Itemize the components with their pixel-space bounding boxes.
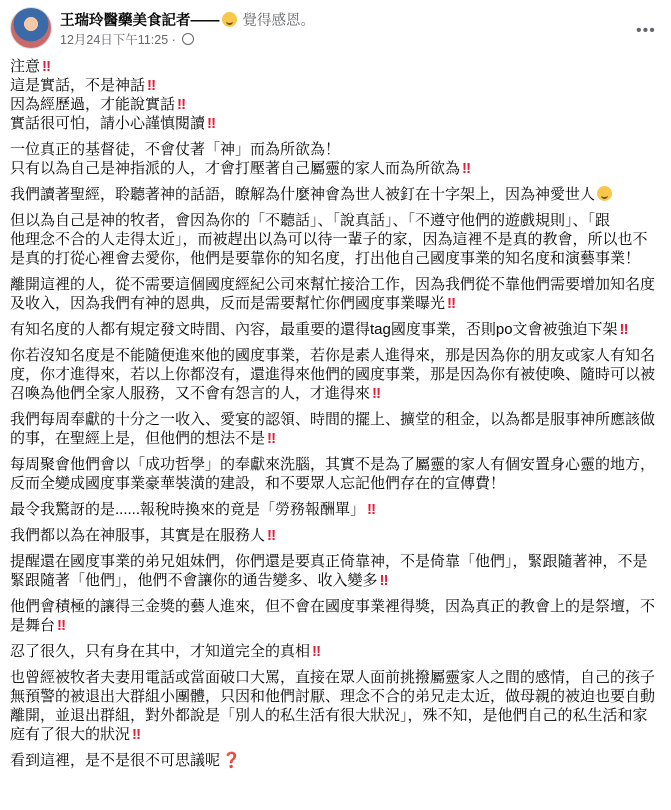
text-line bbox=[10, 275, 665, 294]
text-line bbox=[10, 320, 665, 339]
line-text: 及收入，因為我們有神的恩典，反而是需要幫忙你們國度事業曝光 bbox=[10, 295, 446, 312]
line-text: 召喚為他們全家人服務，又不會有怨言的人，才進得來 bbox=[10, 385, 371, 402]
text-line bbox=[10, 230, 665, 249]
text-line bbox=[10, 76, 665, 95]
post-paragraph bbox=[10, 320, 665, 339]
post-meta bbox=[60, 30, 194, 48]
line-text: 緊跟隨著「他們」，他們不會讓你的通告變多、收入變多 bbox=[10, 572, 378, 589]
line-text: 他理念不合的人走得太近」，而被趕出以為可以待一輩子的家，因為這裡不是真的教會，所以也不 bbox=[10, 231, 648, 248]
line-text: 我們讀著聖經，聆聽著神的話語，瞭解為什麼神會為世人被釘在十字架上，因為神愛世人 bbox=[10, 186, 596, 203]
text-line bbox=[10, 185, 665, 204]
text-line bbox=[10, 751, 665, 770]
text-line bbox=[10, 687, 665, 706]
text-line bbox=[10, 455, 665, 474]
grinning-face-icon bbox=[222, 12, 237, 27]
line-text: 有知名度的人都有規定發文時間、內容，最重要的還得tag國度事業，否則po文會被強迫下架 bbox=[10, 321, 618, 338]
author-avatar[interactable] bbox=[10, 7, 52, 49]
line-text: 也曾經被牧者夫妻用電話或當面破口大罵，直接在眾人面前挑撥屬靈家人之間的感情，自己的孩子 bbox=[10, 669, 656, 686]
text-line bbox=[10, 474, 665, 493]
line-text: 是舞台 bbox=[10, 617, 56, 634]
line-text: 因為經歷過，才能說實話 bbox=[10, 96, 176, 113]
text-line bbox=[10, 552, 665, 571]
line-text: 但以為自己是神的牧者，會因為你的「不聽話」、「說真話」、「不遵守他們的遊戲規則」、「跟 bbox=[10, 212, 611, 229]
post-paragraph bbox=[10, 275, 665, 313]
double-exclamation-icon: ‼ bbox=[312, 643, 322, 660]
double-exclamation-icon: ‼ bbox=[447, 295, 457, 312]
line-text: 你若沒知名度是不能隨便進來他的國度事業，若你是素人進得來，那是因為你的朋友或家人有知名 bbox=[10, 347, 656, 364]
post-paragraph bbox=[10, 552, 665, 590]
text-line bbox=[10, 725, 665, 744]
text-line bbox=[10, 429, 665, 448]
double-exclamation-icon: ‼ bbox=[147, 77, 157, 94]
double-exclamation-icon: ‼ bbox=[379, 572, 389, 589]
line-text: 反而全變成國度事業豪華裝潢的建設，和不要眾人忘記他們存在的宣傳費！ bbox=[10, 475, 506, 492]
double-exclamation-icon: ‼ bbox=[462, 160, 472, 177]
relieved-face-icon bbox=[597, 186, 612, 201]
line-text: 只有以為自己是神指派的人，才會打壓著自己屬靈的家人而為所欲為 bbox=[10, 160, 461, 177]
post-paragraph bbox=[10, 346, 665, 403]
post-paragraph bbox=[10, 455, 665, 493]
question-mark-icon: ❓ bbox=[222, 752, 241, 769]
line-text: 他們會積極的讓得三金獎的藝人進來，但不會在國度事業裡得獎，因為真正的教會上的是祭壇，不 bbox=[10, 598, 656, 615]
dash: —— bbox=[190, 13, 220, 29]
line-text: 庭有了很大的狀況 bbox=[10, 726, 131, 743]
text-line bbox=[10, 159, 665, 178]
double-exclamation-icon: ‼ bbox=[42, 58, 52, 75]
post-paragraph bbox=[10, 751, 665, 770]
globe-icon bbox=[182, 33, 194, 45]
post-paragraph bbox=[10, 57, 665, 133]
text-line bbox=[10, 114, 665, 133]
text-line bbox=[10, 346, 665, 365]
line-text: 實話很可怕，請小心謹慎閱讀 bbox=[10, 115, 206, 132]
post-paragraph bbox=[10, 597, 665, 635]
double-exclamation-icon: ‼ bbox=[619, 321, 629, 338]
text-line bbox=[10, 294, 665, 313]
post-paragraph bbox=[10, 642, 665, 661]
line-text: 離開這裡的人，從不需要這個國度經紀公司來幫忙接洽工作，因為我們從不靠他們需要增加知名度 bbox=[10, 276, 656, 293]
timestamp-link[interactable]: 12月24日下午11:25 bbox=[60, 33, 169, 47]
text-line bbox=[10, 571, 665, 590]
text-line bbox=[10, 410, 665, 429]
text-line bbox=[10, 384, 665, 403]
line-text: 離開，並退出群組，對外都說是「別人的私生活有很大狀況」，殊不知，是他們自己的私生活和家 bbox=[10, 707, 648, 724]
double-exclamation-icon: ‼ bbox=[177, 96, 187, 113]
line-text: 看到這裡，是不是很不可思議呢 bbox=[10, 752, 221, 769]
text-line bbox=[10, 526, 665, 545]
text-line bbox=[10, 140, 665, 159]
line-text: 每周聚會他們會以「成功哲學」的奉獻來洗腦，其實不是為了屬靈的家人有個安置身心靈的地方， bbox=[10, 456, 656, 473]
line-text: 最令我驚訝的是......報稅時換來的竟是「勞務報酬單」 bbox=[10, 501, 366, 518]
line-text: 的事，在聖經上是，但他們的想法不是 bbox=[10, 430, 266, 447]
post-paragraph bbox=[10, 410, 665, 448]
feeling-text: 覺得感恩。 bbox=[242, 13, 316, 29]
text-line bbox=[10, 95, 665, 114]
text-line bbox=[10, 642, 665, 661]
double-exclamation-icon: ‼ bbox=[367, 501, 377, 518]
text-line bbox=[10, 249, 665, 268]
meta-separator: · bbox=[171, 33, 176, 47]
double-exclamation-icon: ‼ bbox=[207, 115, 217, 132]
post-body bbox=[10, 57, 665, 777]
line-text: 我們都以為在神服事，其實是在服務人 bbox=[10, 527, 266, 544]
text-line bbox=[10, 365, 665, 384]
line-text: 度，你才進得來，若以上你都沒有，還進得來他們的國度事業，那是因為你有被使喚、隨時可以被 bbox=[10, 366, 656, 383]
post-paragraph bbox=[10, 185, 665, 204]
post-paragraph bbox=[10, 668, 665, 744]
double-exclamation-icon: ‼ bbox=[267, 527, 277, 544]
post-paragraph bbox=[10, 526, 665, 545]
line-text: 是真的打從心裡會去愛你，他們是要靠你的知名度，打出他自己國度事業的知名度和演藝事業！ bbox=[10, 250, 641, 267]
post-paragraph bbox=[10, 140, 665, 178]
post-header bbox=[60, 9, 315, 30]
line-text: 無預警的被退出大群組小團體，只因和他們討厭、理念不合的弟兄走太近，做母親的被迫也要自動 bbox=[10, 688, 656, 705]
line-text: 我們每周奉獻的十分之一收入、愛宴的認領、時間的擺上、擴堂的租金，以為都是服事神所應該做 bbox=[10, 411, 656, 428]
double-exclamation-icon: ‼ bbox=[132, 726, 142, 743]
line-text: 一位真正的基督徒，不會仗著「神」而為所欲為！ bbox=[10, 141, 341, 158]
text-line bbox=[10, 706, 665, 725]
line-text: 忍了很久，只有身在其中，才知道完全的真相 bbox=[10, 643, 311, 660]
text-line bbox=[10, 668, 665, 687]
text-line bbox=[10, 211, 665, 230]
double-exclamation-icon: ‼ bbox=[57, 617, 67, 634]
post-paragraph bbox=[10, 500, 665, 519]
post-paragraph bbox=[10, 211, 665, 268]
line-text: 這是實話，不是神話 bbox=[10, 77, 146, 94]
line-text: 提醒還在國度事業的弟兄姐妹們，你們還是要真正倚靠神，不是倚靠「他們」，緊跟隨著神，不是 bbox=[10, 553, 648, 570]
more-options-button[interactable]: ••• bbox=[636, 22, 656, 39]
text-line bbox=[10, 500, 665, 519]
double-exclamation-icon: ‼ bbox=[267, 430, 277, 447]
line-text: 注意 bbox=[10, 58, 41, 75]
text-line bbox=[10, 597, 665, 616]
double-exclamation-icon: ‼ bbox=[372, 385, 382, 402]
text-line bbox=[10, 616, 665, 635]
author-name[interactable]: 王瑞玲醫藥美食記者 bbox=[60, 13, 191, 29]
text-line bbox=[10, 57, 665, 76]
